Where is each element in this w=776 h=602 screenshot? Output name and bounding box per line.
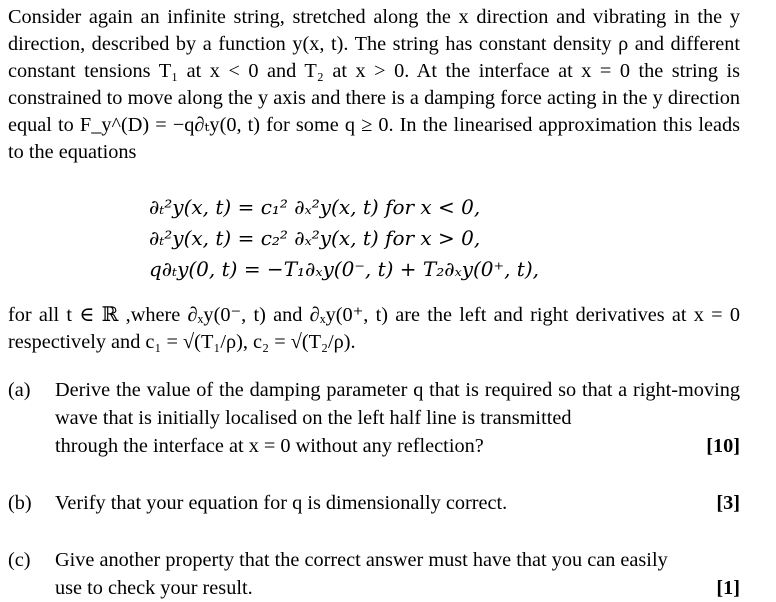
equation-block [149, 192, 740, 285]
equation-row [149, 254, 740, 285]
question-last-line [55, 489, 740, 517]
equation-row [149, 223, 740, 254]
question-text-end: through the interface at x = 0 without any reflection? [55, 435, 484, 458]
question-label: (c) [8, 549, 31, 572]
question-a [8, 376, 740, 460]
equation-row [149, 192, 740, 223]
question-label: (b) [8, 492, 32, 515]
question-last-line [55, 432, 740, 460]
equation-1: ∂ₜ²y(x, t) = c₁² ∂ₓ²y(x, t) for x < 0, [149, 195, 481, 219]
definitions-paragraph: for all t ∈ ℝ ,where ∂ₓy(0⁻, t) and ∂ₓy(0⁺, t) are the left and right derivatives at x = 0 respectively and c₁ = √(T₁/ρ), c₂ = √(T₂/ρ). [8, 304, 740, 353]
question-b [8, 489, 740, 517]
problem-intro: Consider again an infinite string, stretched along the x direction and vibrating in the y direction, described by a function y(x, t). The string has constant density ρ and different constant tensions T₁ at x < 0 and T₂ at x > 0. At the interface at x = 0 the string is constrained to move along the y axis and there is a damping force acting in the y direction equal to F_y^(D) = −q∂ₜy(0, t) for some q ≥ 0. In the linearised approximation this leads to the equations [8, 6, 740, 163]
equation-2: ∂ₜ²y(x, t) = c₂² ∂ₓ²y(x, t) for x > 0, [149, 226, 481, 250]
question-last-line [55, 574, 740, 602]
question-marks: [10] [706, 435, 740, 458]
question-body [55, 376, 740, 460]
question-body [55, 546, 740, 602]
question-marks: [3] [716, 492, 740, 515]
question-label: (a) [8, 379, 31, 402]
question-list [8, 376, 740, 602]
question-text: Give another property that the correct answer must have that you can easily [55, 549, 668, 572]
question-text-end: Verify that your equation for q is dimensionally correct. [55, 492, 508, 515]
question-text-end: use to check your result. [55, 577, 253, 600]
problem-page [8, 4, 740, 602]
question-c [8, 546, 740, 602]
question-marks: [1] [716, 577, 740, 600]
equation-3: q∂ₜy(0, t) = −T₁∂ₓy(0⁻, t) + T₂∂ₓy(0⁺, t), [149, 257, 539, 281]
question-body [55, 489, 740, 517]
question-text: Derive the value of the damping parameter q that is required so that a right-moving wave that is initially localised on the left half line is transmitted [55, 379, 740, 430]
